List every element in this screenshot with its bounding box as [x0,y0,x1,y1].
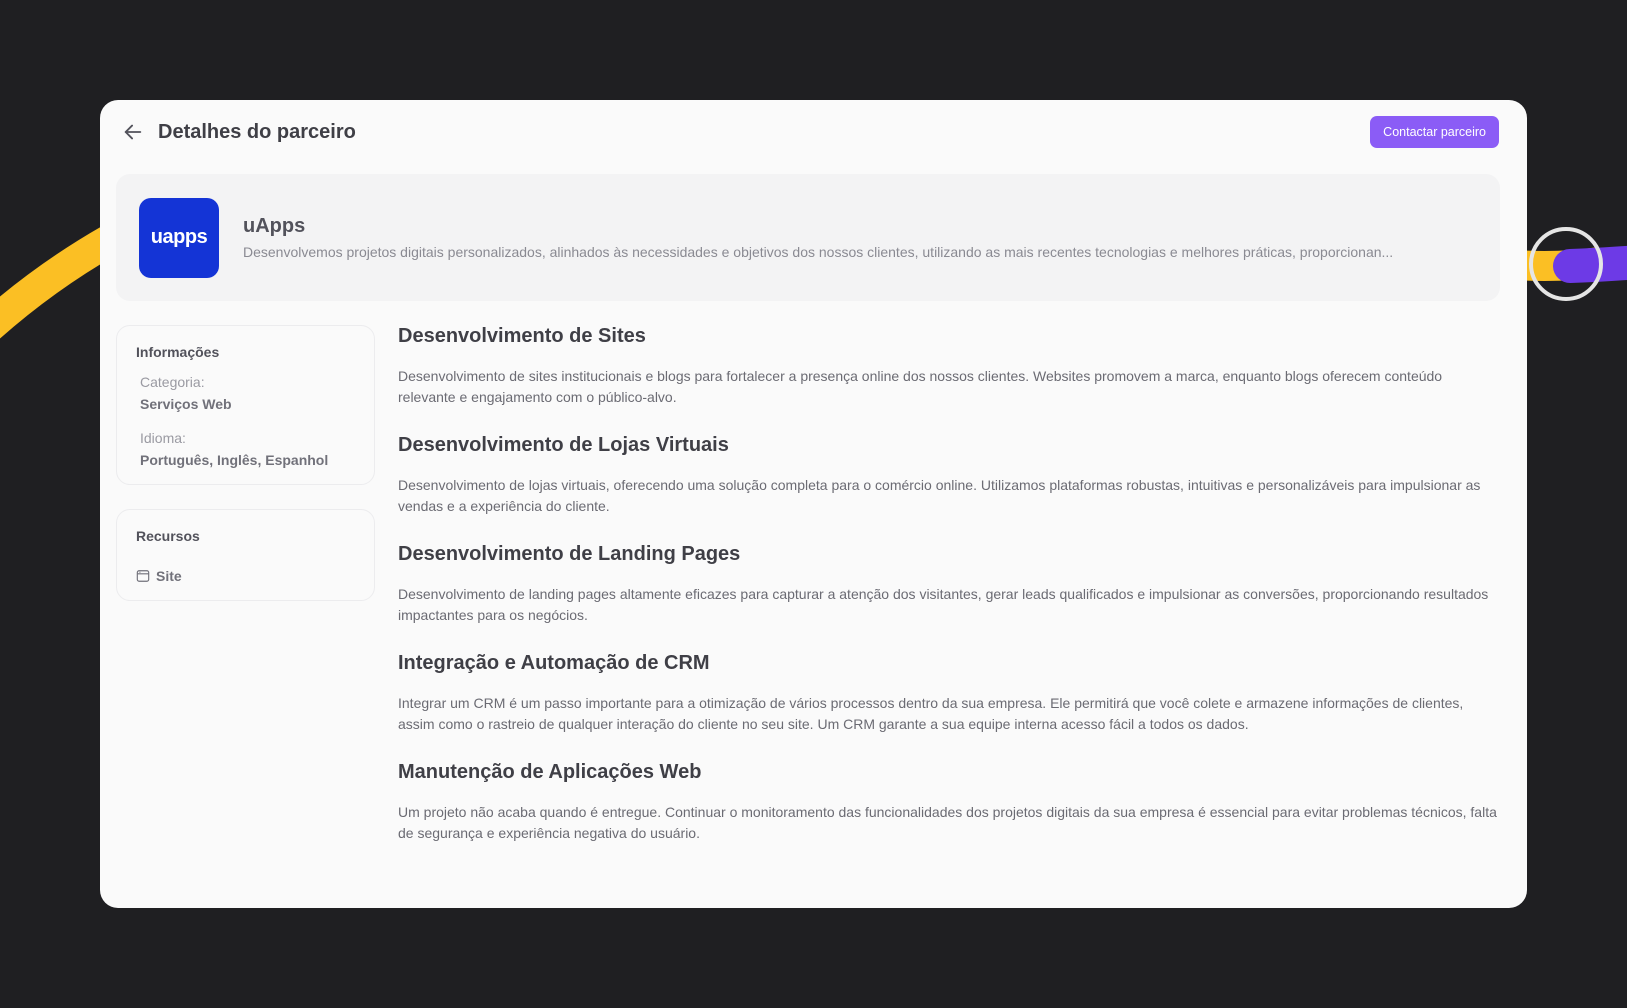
partner-details-modal [100,100,1527,908]
service-section [398,761,1498,844]
service-section [398,543,1498,626]
category-label: Categoria: [140,374,205,390]
service-title: Integração e Automação de CRM [398,652,710,674]
service-description: Desenvolvimento de sites institucionais e blogs para fortalecer a presença online dos nossos clientes. Websites promovem a marca, enquanto blogs oferecem conteúdo relevante e engajamento com o público-alvo. [398,368,1443,405]
arrow-left-icon [122,121,144,143]
back-button[interactable] [120,119,146,145]
service-section [398,652,1498,735]
header-left [120,119,356,145]
page-title: Detalhes do parceiro [158,120,356,143]
yellow-arc-left [0,240,110,335]
purple-arc-right [1570,262,1627,266]
partner-info [243,215,1500,260]
modal-header [120,116,1499,148]
language-label: Idioma: [140,430,186,446]
resource-label: Site [156,568,182,584]
service-description: Desenvolvimento de lojas virtuais, oferecendo uma solução completa para o comércio online. Utilizamos plataformas robustas, intuitivas e personalizáveis para impulsionar as vendas e a experiência do cliente. [398,477,1481,514]
resources-card-title: Recursos [136,528,200,544]
service-title: Desenvolvimento de Lojas Virtuais [398,434,729,456]
category-value: Serviços Web [140,396,232,412]
info-card [116,325,375,485]
service-description: Um projeto não acaba quando é entregue. Continuar o monitoramento das funcionalidades dos projetos digitais da sua empresa é essencial para evitar problemas técnicos, falta de segurança e experiência negativa do usuário. [398,804,1497,841]
language-value: Português, Inglês, Espanhol [140,452,329,468]
browser-window-icon [136,569,150,583]
partner-summary-card [116,174,1500,301]
services-content [398,325,1498,870]
service-section [398,325,1498,408]
resource-link-site[interactable] [136,558,355,584]
info-card-title: Informações [136,344,220,360]
partner-description: Desenvolvemos projetos digitais personalizados, alinhados às necessidades e objetivos dos nossos clientes, utilizando as mais recentes tecnologias e melhores práticas, proporcionan... [243,244,1394,260]
partner-name: uApps [243,215,306,237]
yellow-arc-right [1515,262,1600,266]
service-section [398,434,1498,517]
service-description: Desenvolvimento de landing pages altamente eficazes para capturar a atenção dos visitantes, gerar leads qualificados e impulsionar as conversões, proporcionando resultados impactantes para os negócios. [398,586,1489,623]
sidebar [116,325,375,625]
contact-partner-button[interactable]: Contactar parceiro [1370,116,1499,148]
service-title: Desenvolvimento de Landing Pages [398,543,741,565]
partner-logo [139,198,219,278]
partner-logo-text: uapps [150,226,208,248]
service-title: Desenvolvimento de Sites [398,325,646,347]
service-title: Manutenção de Aplicações Web [398,761,702,783]
white-ring [1531,229,1601,299]
resources-card [116,509,375,601]
service-description: Integrar um CRM é um passo importante para a otimização de vários processos dentro da sua empresa. Ele permitirá que você colete e armazene informações de clientes, assim como o rastreio de qualquer interação do cliente no seu site. Um CRM garante a sua equipe interna acesso fácil a todos os dados. [398,695,1464,732]
